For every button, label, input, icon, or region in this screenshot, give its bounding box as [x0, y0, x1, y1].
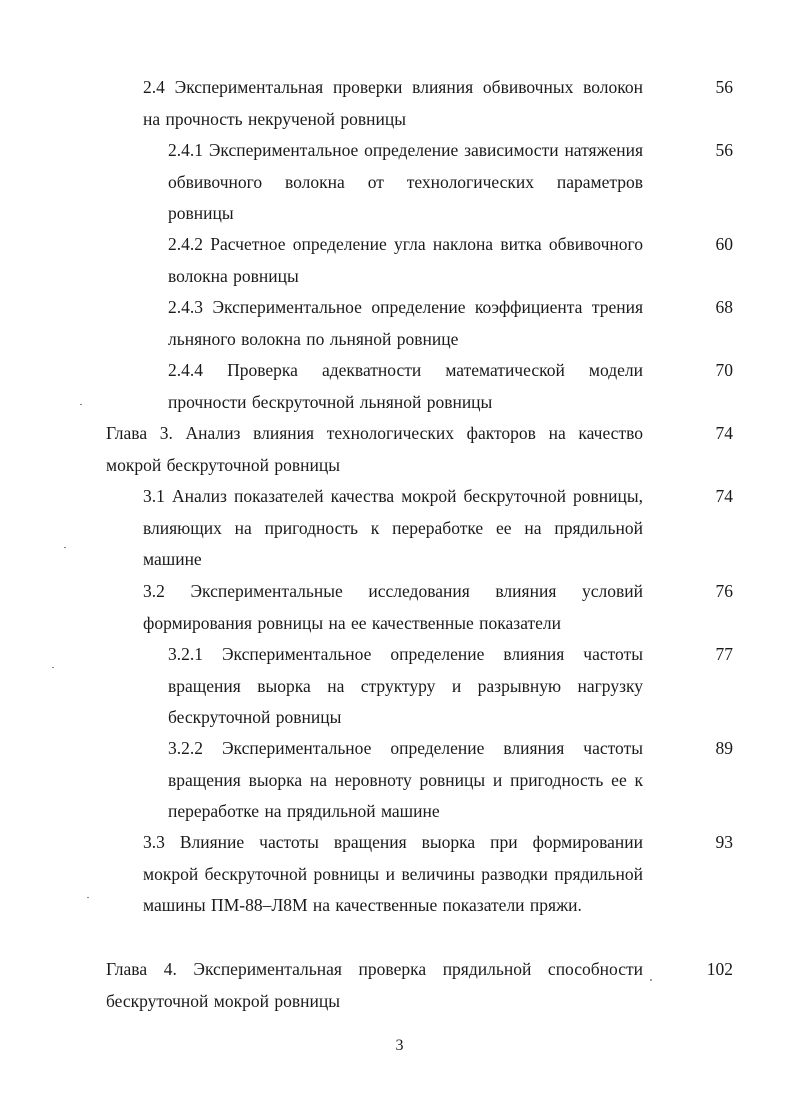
toc-entry-page: 56	[715, 77, 733, 97]
toc-entry-page: 70	[715, 360, 733, 380]
toc-entry	[0, 827, 799, 954]
scan-speck	[64, 547, 66, 548]
toc-entry	[0, 292, 799, 356]
toc-entry	[0, 576, 799, 640]
toc-entry-text: 2.4.1 Экспериментальное определение зависимости натяжения обвивочного волокна от технологических параметров ровницы	[168, 140, 643, 223]
scan-speck	[80, 404, 82, 405]
toc-entry-page: 76	[715, 581, 733, 601]
toc-entry-page: 68	[715, 297, 733, 317]
toc-entry-page: 77	[715, 644, 733, 664]
scan-speck	[650, 979, 652, 981]
toc-entry-text: 2.4 Экспериментальная проверки влияния обвивочных волокон на прочность некрученой ровницы	[143, 77, 643, 129]
toc-entry-text: 3.2.1 Экспериментальное определение влияния частоты вращения выорка на структуру и разрывную нагрузку бескруточной ровницы	[168, 644, 643, 727]
toc-entry-text: Глава 4. Экспериментальная проверка прядильной способности бескруточной мокрой ровницы	[106, 959, 643, 1011]
scan-speck	[52, 667, 54, 668]
toc-entry-text: 3.3 Влияние частоты вращения выорка при формировании мокрой бескруточной ровницы и величины разводки прядильной машины ПМ-88–Л8М на качественные показатели пряжи.	[143, 832, 643, 915]
toc-entry-page: 60	[715, 234, 733, 254]
toc-entry-page: 89	[715, 738, 733, 758]
toc-entry-text: 2.4.2 Расчетное определение угла наклона витка обвивочного волокна ровницы	[168, 234, 643, 286]
toc-entry	[0, 639, 799, 734]
toc-entry-text: Глава 3. Анализ влияния технологических факторов на качество мокрой бескруточной ровницы	[106, 423, 643, 475]
toc-entry	[0, 481, 799, 576]
toc-entry	[0, 72, 799, 136]
toc-entry-page: 93	[715, 832, 733, 852]
toc-entry-text: 3.2.2 Экспериментальное определение влияния частоты вращения выорка на неровноту ровницы и пригодность ее к переработке на прядильной машине	[168, 738, 643, 821]
toc-entry-page: 74	[715, 486, 733, 506]
toc-entry	[0, 733, 799, 828]
toc-entry-text: 3.2 Экспериментальные исследования влияния условий формирования ровницы на ее качественные показатели	[143, 581, 643, 633]
toc-entry-page: 56	[715, 140, 733, 160]
toc-entry-text: 3.1 Анализ показателей качества мокрой бескруточной ровницы, влияющих на пригодность к переработке ее на прядильной машине	[143, 486, 643, 569]
toc-entry	[0, 355, 799, 419]
scan-speck	[87, 897, 89, 898]
toc-entry-text: 2.4.3 Экспериментальное определение коэффициента трения льняного волокна по льняной ровнице	[168, 297, 643, 349]
toc-entry	[0, 954, 799, 1018]
toc-entry-page: 74	[715, 423, 733, 443]
toc-entry	[0, 229, 799, 293]
page-number: 3	[395, 1037, 404, 1054]
toc-entry-text: 2.4.4 Проверка адекватности математической модели прочности бескруточной льняной ровницы	[168, 360, 643, 412]
toc-entry	[0, 135, 799, 230]
toc-entry	[0, 418, 799, 482]
toc-entry-page: 102	[706, 959, 733, 979]
